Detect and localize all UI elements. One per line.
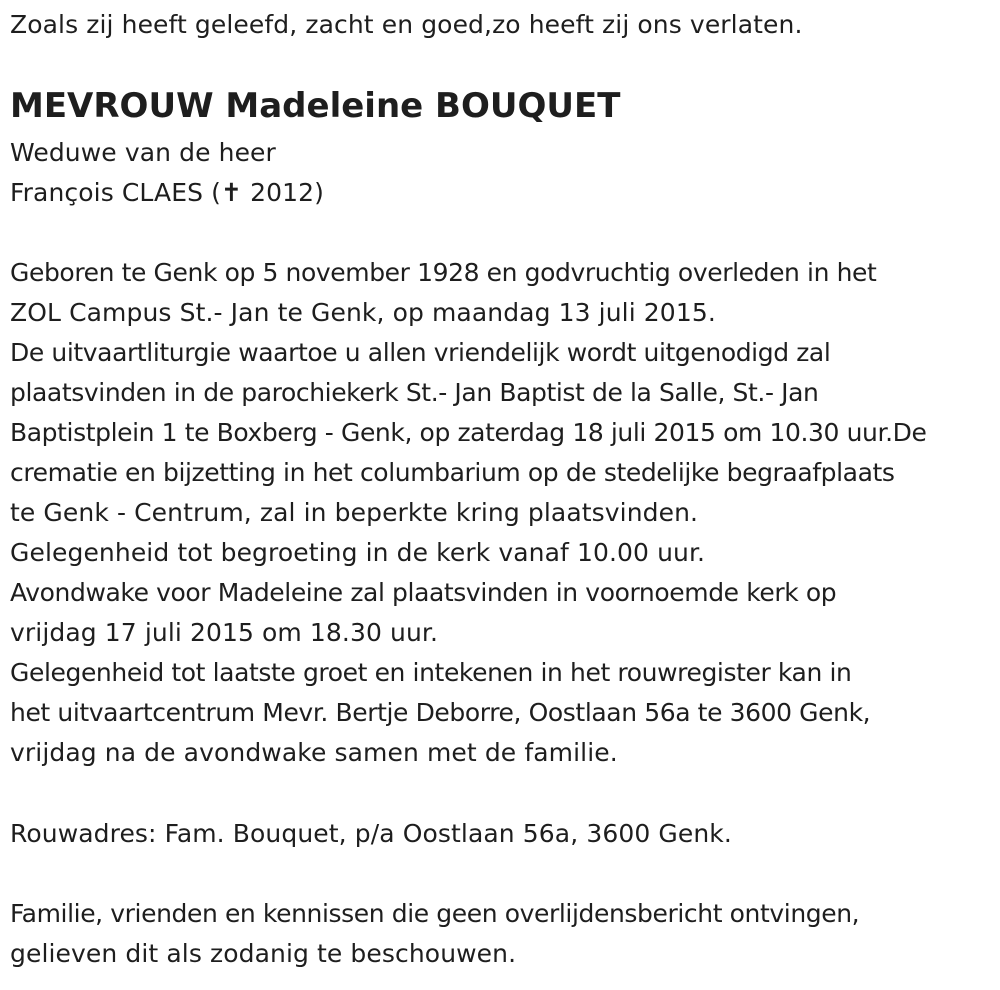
body-line: te Genk - Centrum, zal in beperkte kring plaatsvinden. xyxy=(10,498,699,527)
body-line: Gelegenheid tot begroeting in de kerk vanaf 10.00 uur. xyxy=(10,538,706,567)
body-line: vrijdag 17 juli 2015 om 18.30 uur. xyxy=(10,618,439,647)
opening-quote: Zoals zij heeft geleefd, zacht en goed,zo heeft zij ons verlaten. xyxy=(10,10,803,39)
spouse-line: François CLAES (✝ 2012) xyxy=(10,178,324,207)
body-line: Gelegenheid tot laatste groet en intekenen in het rouwregister kan in xyxy=(10,658,852,687)
body-line: het uitvaartcentrum Mevr. Bertje Deborre, Oostlaan 56a te 3600 Genk, xyxy=(10,698,871,727)
body-line: Baptistplein 1 te Boxberg - Genk, op zaterdag 18 juli 2015 om 10.30 uur.De xyxy=(10,418,927,447)
mourning-address-block xyxy=(10,814,732,854)
body-line: De uitvaartliturgie waartoe u allen vriendelijk wordt uitgenodigd zal xyxy=(10,338,831,367)
spouse-block xyxy=(10,133,324,213)
closing-block xyxy=(10,894,859,974)
body-line: Avondwake voor Madeleine zal plaatsvinden in voornoemde kerk op xyxy=(10,578,837,607)
closing-line: Familie, vrienden en kennissen die geen overlijdensbericht ontvingen, xyxy=(10,899,860,928)
body-line: ZOL Campus St.- Jan te Genk, op maandag 13 juli 2015. xyxy=(10,298,716,327)
body-line: plaatsvinden in de parochiekerk St.- Jan Baptist de la Salle, St.- Jan xyxy=(10,378,819,407)
closing-line: gelieven dit als zodanig te beschouwen. xyxy=(10,939,517,968)
deceased-name: MEVROUW Madeleine BOUQUET xyxy=(10,86,621,126)
body-line: Geboren te Genk op 5 november 1928 en godvruchtig overleden in het xyxy=(10,258,877,287)
body-line: crematie en bijzetting in het columbarium op de stedelijke begraafplaats xyxy=(10,458,895,487)
mourning-address: Rouwadres: Fam. Bouquet, p/a Oostlaan 56a, 3600 Genk. xyxy=(10,819,732,848)
body-line: vrijdag na de avondwake samen met de familie. xyxy=(10,738,618,767)
obituary-body xyxy=(10,253,926,773)
spouse-line: Weduwe van de heer xyxy=(10,138,276,167)
